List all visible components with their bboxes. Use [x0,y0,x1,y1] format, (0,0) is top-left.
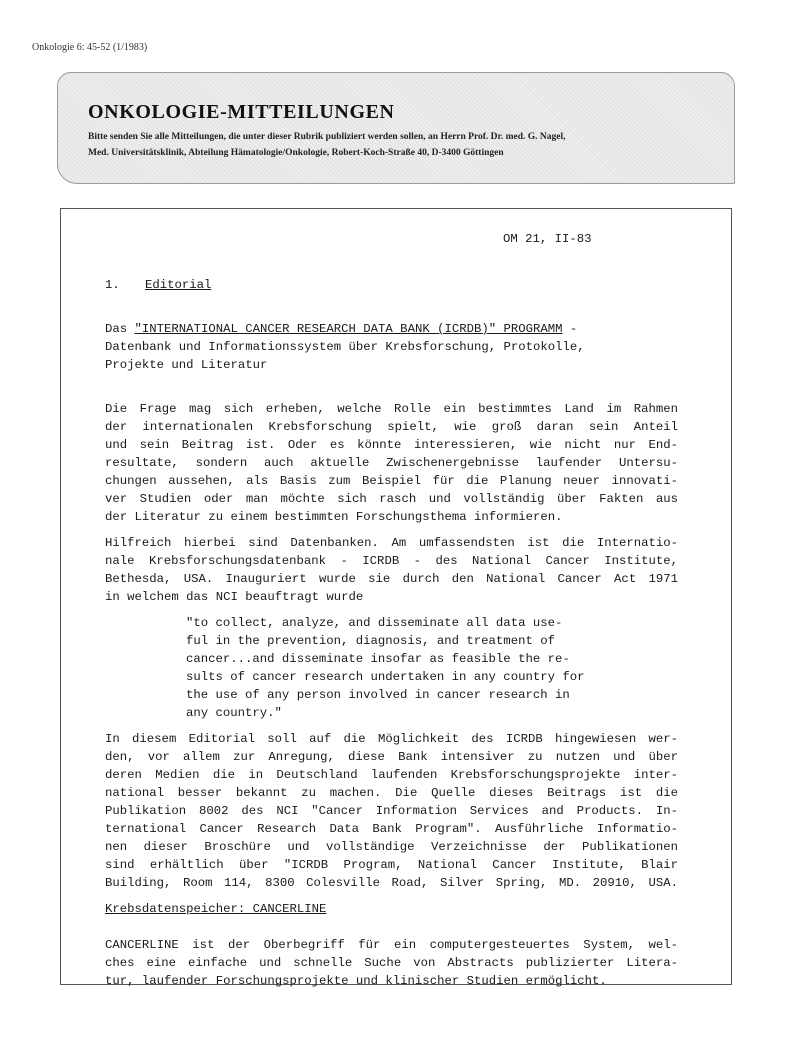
heading-suffix: - [562,322,578,336]
section-title: Editorial [145,278,212,292]
paragraph-1-line: und sein Beitrag ist. Oder es könnte interessieren, wie nicht nur End- [105,438,678,452]
heading-prefix: Das [105,322,135,336]
paragraph-3-line: sind erhältlich über "ICRDB Program, National Cancer Institute, Blair [105,858,678,872]
quote-line: any country." [186,706,282,720]
banner-title: ONKOLOGIE-MITTEILUNGEN [88,101,395,123]
quote-line: "to collect, analyze, and disseminate all data use- [186,616,563,630]
paragraph-1-line: chungen aussehen, als Basis zum Beispiel für die Planung neuer innovati- [105,474,678,488]
quote-line: the use of any person involved in cancer research in [186,688,570,702]
quote-line: sults of cancer research undertaken in any country for [186,670,585,684]
paragraph-3-line: deren Medien die in Deutschland laufenden Krebsforschungsprojekte inter- [105,768,678,782]
heading-line-1 [105,322,577,336]
paragraph-4-line: tur, laufender Forschungsprojekte und klinischer Studien ermöglicht. [105,974,607,988]
program-name: "INTERNATIONAL CANCER RESEARCH DATA BANK (ICRDB)" PROGRAMM [134,322,563,336]
section-number: 1. [105,278,120,292]
document-reference: OM 21, II-83 [503,232,592,246]
quote-line: ful in the prevention, diagnosis, and treatment of [186,634,555,648]
header-banner [57,72,735,184]
paragraph-4-line: CANCERLINE ist der Oberbegriff für ein computergesteuertes System, wel- [105,938,678,952]
paragraph-1-line: Die Frage mag sich erheben, welche Rolle ein bestimmtes Land im Rahmen [105,402,678,416]
banner-instructions-line-1: Bitte senden Sie alle Mitteilungen, die unter dieser Rubrik publiziert werden sollen, an Herrn Prof. Dr. med. G. Nagel, [88,132,566,142]
paragraph-3-line: nen dieser Broschüre und vollständige Verzeichnisse der Publikationen [105,840,678,854]
paragraph-2-line: Bethesda, USA. Inauguriert wurde sie durch den National Cancer Act 1971 [105,572,678,586]
paragraph-1-line: resultate, sondern auch aktuelle Zwischenergebnisse laufender Untersu- [105,456,678,470]
paragraph-3-line: In diesem Editorial soll auf die Möglichkeit des ICRDB hingewiesen wer- [105,732,678,746]
paragraph-2-line: nale Krebsforschungsdatenbank - ICRDB - des National Cancer Institute, [105,554,678,568]
paragraph-4-line: ches eine einfache und schnelle Suche von Abstracts publizierter Litera- [105,956,678,970]
banner-instructions-line-2: Med. Universitätsklinik, Abteilung Hämatologie/Onkologie, Robert-Koch-Straße 40, D-3400 Göttingen [88,148,504,158]
paragraph-1-line: ver Studien oder man möchte sich rasch und vollständig über Fakten aus [105,492,678,506]
paragraph-1-line: der Literatur zu einem bestimmten Forschungsthema informieren. [105,510,563,524]
paragraph-3-line: national besser bekannt zu machen. Die Quelle dieses Beitrags ist die [105,786,678,800]
subheading-cancerline: Krebsdatenspeicher: CANCERLINE [105,902,327,916]
paragraph-3-line: den, vor allem zur Anregung, diese Bank intensiver zu nutzen und über [105,750,678,764]
journal-citation: Onkologie 6: 45-52 (1/1983) [32,42,148,53]
paragraph-3-line: ternational Cancer Research Data Bank Program". Ausführliche Informatio- [105,822,678,836]
quote-line: cancer...and disseminate insofar as feasible the re- [186,652,570,666]
paragraph-1-line: der internationalen Krebsforschung spielt, wie groß daran sein Anteil [105,420,678,434]
heading-line-3: Projekte und Literatur [105,358,268,372]
paragraph-2-line: Hilfreich hierbei sind Datenbanken. Am umfassendsten ist die Internatio- [105,536,678,550]
paragraph-2-line: in welchem das NCI beauftragt wurde [105,590,364,604]
paragraph-3-line: Building, Room 114, 8300 Colesville Road, Silver Spring, MD. 20910, USA. [105,876,678,890]
heading-line-2: Datenbank und Informationssystem über Krebsforschung, Protokolle, [105,340,585,354]
paragraph-3-line: Publikation 8002 des NCI "Cancer Information Services and Products. In- [105,804,678,818]
